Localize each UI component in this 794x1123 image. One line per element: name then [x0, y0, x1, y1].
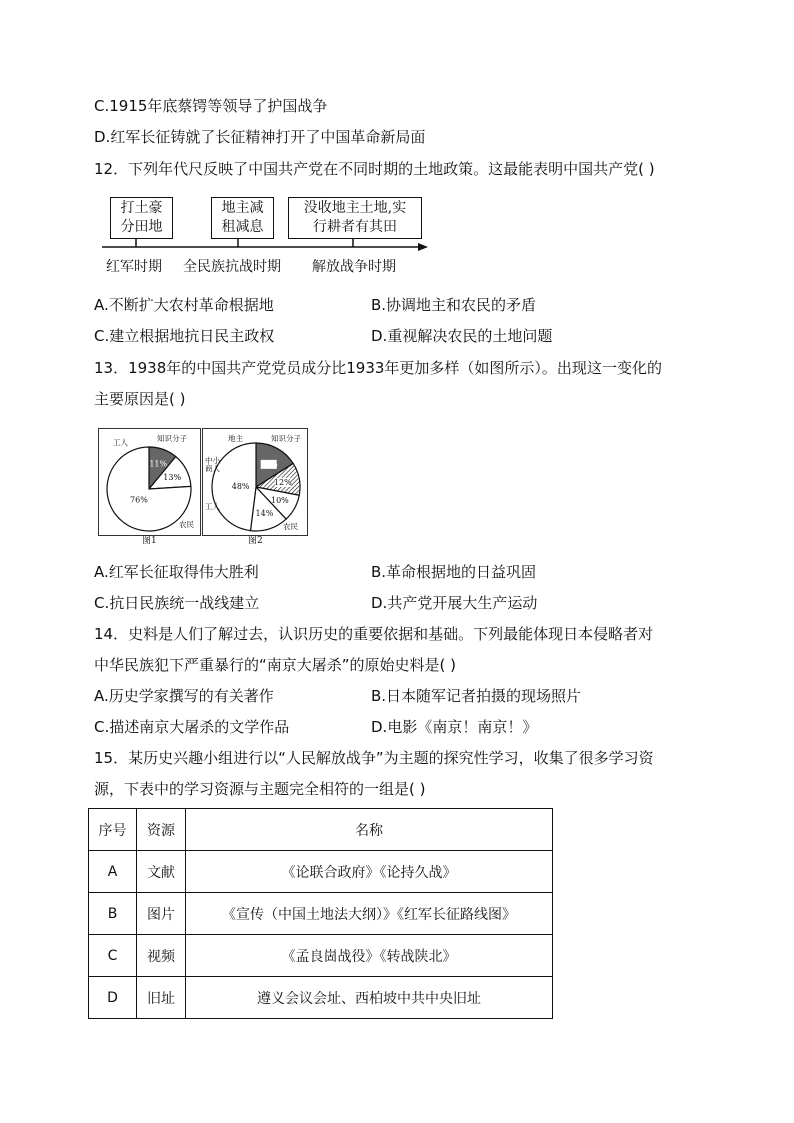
table-cell: 《孟良崮战役》《转战陕北》 — [186, 935, 553, 977]
pie-legend-label: 工人 — [113, 438, 128, 447]
table-cell: 旧址 — [137, 977, 186, 1019]
table-cell: C — [89, 935, 137, 977]
q11-option-c: C.1915年底蔡锷等领导了护国战争 — [94, 97, 328, 115]
pie-legend-label: 知识分子 — [271, 434, 301, 443]
header-cell: 名称 — [186, 809, 553, 851]
pie-slice-label: 76% — [130, 495, 148, 505]
pie-legend-label: 知识分子 — [157, 434, 187, 443]
q12-option-c: C.建立根据地抗日民主政权 — [94, 327, 275, 345]
pie-legend-label: 工人 — [205, 502, 220, 511]
timeline-period-1: 红军时期 — [106, 259, 162, 275]
q13-option-a: A.红军长征取得伟大胜利 — [94, 563, 259, 581]
table-cell: 遵义会议会址、西柏坡中共中央旧址 — [186, 977, 553, 1019]
pie-slice-label: 12% — [273, 477, 292, 487]
q12-timeline — [100, 192, 430, 284]
table-cell: 文献 — [137, 851, 186, 893]
timeline-period-2: 全民族抗战时期 — [183, 259, 281, 275]
pie-frame-2 — [202, 428, 308, 536]
q13-option-b: B.革命根据地的日益巩固 — [371, 563, 537, 581]
q12-option-d: D.重视解决农民的土地问题 — [371, 327, 553, 345]
table-cell: 视频 — [137, 935, 186, 977]
table-row — [89, 977, 553, 1019]
pie-slice-label: 16% — [259, 459, 278, 469]
pie-legend-label: 地主 — [228, 434, 243, 443]
q14-option-a: A.历史学家撰写的有关著作 — [94, 687, 274, 705]
pie-legend-label: 农民 — [283, 522, 298, 531]
q14-option-c: C.描述南京大屠杀的文学作品 — [94, 718, 290, 736]
pie-slice-label: 48% — [231, 482, 250, 492]
table-row — [89, 851, 553, 893]
pie-chart-1933 — [99, 429, 200, 535]
pie-frame-1 — [98, 428, 201, 536]
timeline-box-1: 打土豪 分田地 — [110, 197, 173, 239]
q12-stem: 12．下列年代尺反映了中国共产党在不同时期的土地政策。这最能表明中国共产党( ) — [94, 160, 655, 178]
q14-stem-line2: 中华民族犯下严重暴行的“南京大屠杀”的原始史料是( ) — [94, 656, 457, 674]
q15-resource-table — [88, 808, 553, 1019]
table-cell: 图片 — [137, 893, 186, 935]
pie-slice-label: 14% — [255, 508, 274, 518]
timeline-box-3: 没收地主土地,实 行耕者有其田 — [288, 197, 422, 239]
q15-stem-line1: 15．某历史兴趣小组进行以“人民解放战争”为主题的探究性学习，收集了很多学习资 — [94, 749, 654, 767]
table-cell: A — [89, 851, 137, 893]
q11-option-d: D.红军长征铸就了长征精神打开了中国革命新局面 — [94, 128, 426, 146]
q12-option-a: A.不断扩大农村革命根据地 — [94, 296, 274, 314]
table-row — [89, 893, 553, 935]
pie-legend-label: 中小 — [205, 456, 220, 465]
table-cell: D — [89, 977, 137, 1019]
pie-caption-2: 图2 — [248, 536, 263, 546]
table-cell: 《宣传（中国土地法大纲）》《红军长征路线图》 — [186, 893, 553, 935]
q14-option-b: B.日本随军记者拍摄的现场照片 — [371, 687, 582, 705]
header-cell: 序号 — [89, 809, 137, 851]
pie-slice-label: 11% — [149, 459, 168, 469]
q13-stem-line1: 13．1938年的中国共产党党员成分比1933年更加多样（如图所示）。出现这一变化的 — [94, 359, 662, 377]
header-cell: 资源 — [137, 809, 186, 851]
table-cell: B — [89, 893, 137, 935]
timeline-period-3: 解放战争时期 — [312, 259, 396, 275]
pie-legend-label: 商人 — [205, 464, 220, 473]
q13-option-c: C.抗日民族统一战线建立 — [94, 594, 260, 612]
q12-option-b: B.协调地主和农民的矛盾 — [371, 296, 537, 314]
table-row — [89, 935, 553, 977]
q14-stem-line1: 14．史料是人们了解过去，认识历史的重要依据和基础。下列最能体现日本侵略者对 — [94, 625, 654, 643]
q15-stem-line2: 源，下表中的学习资源与主题完全相符的一组是( ) — [94, 780, 426, 798]
table-cell: 《论联合政府》《论持久战》 — [186, 851, 553, 893]
timeline-box-2: 地主减 租减息 — [211, 197, 274, 239]
pie-caption-1: 图1 — [142, 536, 157, 546]
pie-slice-label: 10% — [271, 496, 289, 506]
table-header-row — [89, 809, 553, 851]
pie-slice-label: 13% — [163, 473, 182, 483]
q13-option-d: D.共产党开展大生产运动 — [371, 594, 538, 612]
q13-stem-line2: 主要原因是( ) — [94, 390, 186, 408]
pie-legend-label: 农民 — [179, 520, 194, 529]
pie-chart-1938 — [203, 429, 307, 535]
q13-pie-charts — [98, 425, 308, 545]
q14-option-d: D.电影《南京！南京！》 — [371, 718, 538, 736]
